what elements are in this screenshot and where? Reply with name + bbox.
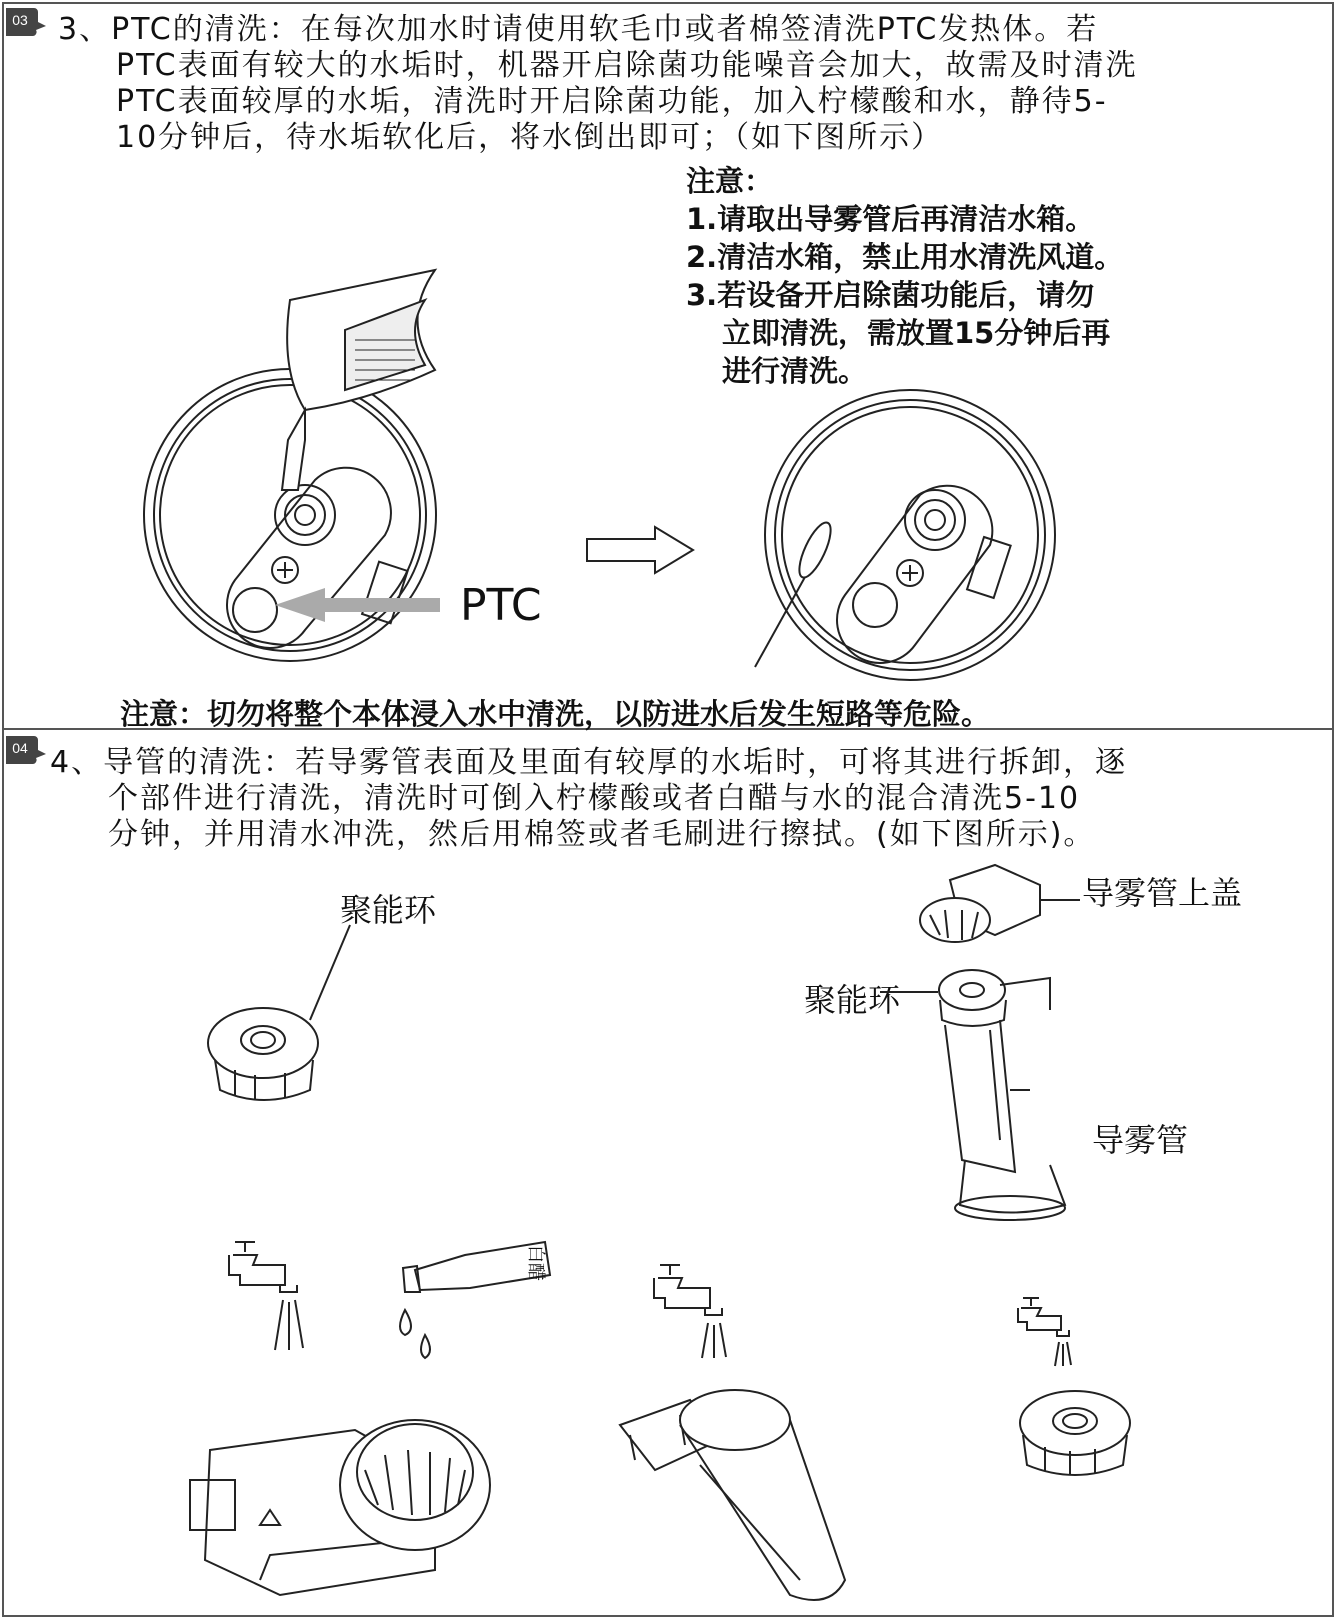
section-3-line-2: PTC表面有较大的水垢时，机器开启除菌功能噪音会加大，故需及时清洗 <box>116 48 1138 83</box>
mist-cover-part-illustration <box>190 1400 510 1600</box>
notice-item-2: 2.清洁水箱，禁止用水清洗风道。 <box>686 240 1124 274</box>
notice-item-3: 3.若设备开启除菌功能后，请勿 <box>686 278 1095 312</box>
tube-label: 导雾管 <box>1092 1121 1189 1159</box>
faucet-small-icon <box>1015 1290 1085 1370</box>
section-4-line-2: 个部件进行清洗，清洗时可倒入柠檬酸或者白醋与水的混合清洗5-10 <box>108 781 1081 816</box>
tank-with-swab-illustration <box>760 385 1070 695</box>
cover-label: 导雾管上盖 <box>1082 874 1243 912</box>
section-4-line-1: 4、导管的清洗：若导雾管表面及里面有较厚的水垢时，可将其进行拆卸，逐 <box>50 745 1128 780</box>
section-3-line-3: PTC表面较厚的水垢，清洗时开启除菌功能，加入柠檬酸和水，静待5- <box>116 84 1108 119</box>
notice-title: 注意： <box>686 164 774 198</box>
bottle-label: 白醋 <box>525 1245 546 1281</box>
notice-item-3-cont-2: 进行清洗。 <box>722 354 868 388</box>
notice-item-1: 1.请取出导雾管后再清洁水箱。 <box>686 202 1095 236</box>
ring-left-label: 聚能环 <box>340 891 437 929</box>
mist-tube-part-illustration <box>620 1375 880 1605</box>
right-arrow-icon <box>585 525 695 575</box>
bottom-warning: 注意：切勿将整个本体浸入水中清洗，以防进水后发生短路等危险。 <box>120 697 991 731</box>
faucet-and-vinegar-illustration <box>225 1230 555 1365</box>
section-3-line-1: 3、PTC的清洗：在每次加水时请使用软毛巾或者棉签清洗PTC发热体。若 <box>58 12 1099 47</box>
tank-with-towel-illustration <box>140 270 470 680</box>
energy-ring-small-illustration <box>1015 1375 1135 1485</box>
section-3-badge <box>6 8 42 36</box>
notice-block <box>686 162 1123 390</box>
section-4-paragraph <box>50 745 1127 853</box>
section-3-line-4: 10分钟后，待水垢软化后，将水倒出即可；（如下图所示） <box>116 120 944 155</box>
section-4-badge <box>6 736 42 764</box>
section-4-number: 04 <box>12 740 28 756</box>
section-3-number: 03 <box>12 12 28 28</box>
faucet-icon <box>650 1253 740 1363</box>
ring-right-label: 聚能环 <box>804 981 901 1019</box>
section-4-line-3: 分钟，并用清水冲洗，然后用棉签或者毛刷进行擦拭。(如下图所示)。 <box>108 817 1096 852</box>
section-3-paragraph <box>58 12 1138 156</box>
notice-item-3-cont-1: 立即清洗，需放置15分钟后再 <box>722 316 1111 350</box>
ptc-label: PTC <box>460 580 542 631</box>
energy-ring-illustration <box>205 925 355 1110</box>
mist-tube-assembly-illustration <box>900 860 1090 1245</box>
